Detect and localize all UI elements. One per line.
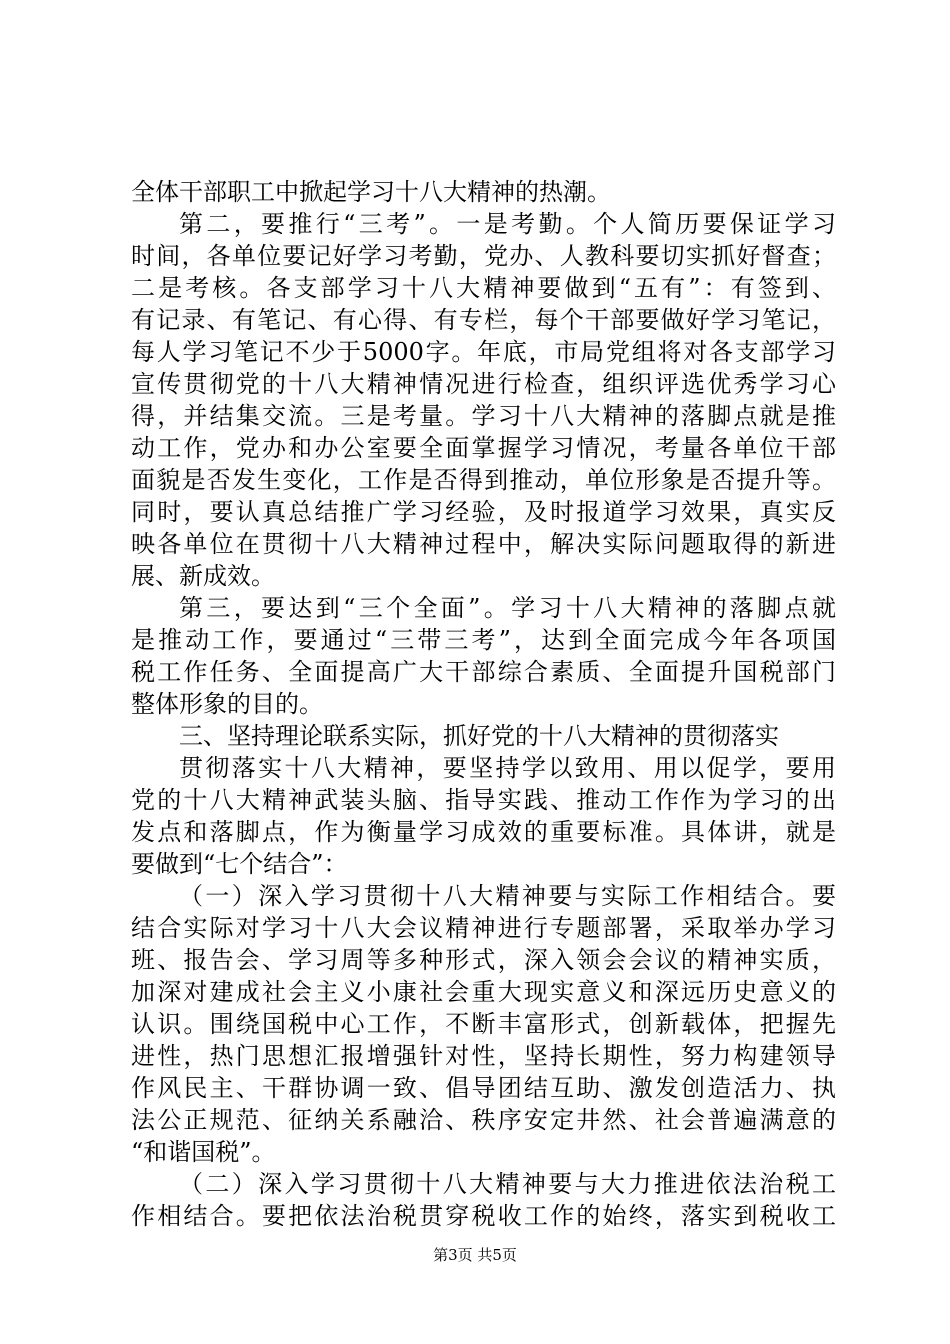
text-line: 同时，要认真总结推广学习经验，及时报道学习效果，真实反 [131, 498, 836, 526]
text-line: 第三，要达到“三个全面”。学习十八大精神的落脚点就 [179, 594, 836, 622]
text-line: 有记录、有笔记、有心得、有专栏，每个干部要做好学习笔记， [131, 306, 836, 334]
text-line: 税工作任务、全面提高广大干部综合素质、全面提升国税部门 [131, 658, 836, 686]
text-line: 宣传贯彻党的十八大精神情况进行检查，组织评选优秀学习心 [131, 370, 836, 398]
text-line: 面貌是否发生变化，工作是否得到推动，单位形象是否提升等。 [131, 466, 836, 494]
text-line: 贯彻落实十八大精神，要坚持学以致用、用以促学，要用 [179, 754, 836, 782]
text-line: “和谐国税”。 [131, 1138, 276, 1166]
text-line: 二是考核。各支部学习十八大精神要做到“五有”：有签到、 [131, 274, 836, 302]
text-line: 展、新成效。 [131, 562, 275, 590]
text-line: 作风民主、干群协调一致、倡导团结互助、激发创造活力、执 [131, 1074, 836, 1102]
text-line: 映各单位在贯彻十八大精神过程中，解决实际问题取得的新进 [131, 530, 836, 558]
text-line: 加深对建成社会主义小康社会重大现实意义和深远历史意义的 [131, 978, 836, 1006]
text-line: 每人学习笔记不少于5000字。年底，市局党组将对各支部学习 [131, 338, 836, 366]
text-line: 进性，热门思想汇报增强针对性，坚持长期性，努力构建领导 [131, 1042, 836, 1070]
text-line: 三、坚持理论联系实际，抓好党的十八大精神的贯彻落实 [179, 722, 779, 750]
text-line: 发点和落脚点，作为衡量学习成效的重要标准。具体讲，就是 [131, 818, 836, 846]
text-line: （二）深入学习贯彻十八大精神要与大力推进依法治税工 [179, 1170, 836, 1198]
text-line: 作相结合。要把依法治税贯穿税收工作的始终，落实到税收工 [131, 1202, 836, 1230]
text-line: 得，并结集交流。三是考量。学习十八大精神的落脚点就是推 [131, 402, 836, 430]
text-line: （一）深入学习贯彻十八大精神要与实际工作相结合。要 [179, 882, 836, 910]
text-line: 认识。围绕国税中心工作，不断丰富形式，创新载体，把握先 [131, 1010, 836, 1038]
text-line: 班、报告会、学习周等多种形式，深入领会会议的精神实质， [131, 946, 836, 974]
text-line: 时间，各单位要记好学习考勤，党办、人教科要切实抓好督查； [131, 242, 836, 270]
text-line: 整体形象的目的。 [131, 690, 323, 718]
text-line: 党的十八大精神武装头脑、指导实践、推动工作作为学习的出 [131, 786, 836, 814]
text-line: 是推动工作，要通过“三带三考”，达到全面完成今年各项国 [131, 626, 836, 654]
text-line: 第二，要推行“三考”。一是考勤。个人简历要保证学习 [179, 210, 836, 238]
document-body [131, 176, 836, 1232]
text-line: 要做到“七个结合”： [131, 850, 348, 878]
text-line: 全体干部职工中掀起学习十八大精神的热潮。 [131, 178, 611, 206]
page-footer: 第3页 共5页 [433, 1246, 517, 1264]
text-line: 动工作，党办和办公室要全面掌握学习情况，考量各单位干部 [131, 434, 836, 462]
text-line: 结合实际对学习十八大会议精神进行专题部署，采取举办学习 [131, 914, 836, 942]
text-line: 法公正规范、征纳关系融洽、秩序安定井然、社会普遍满意的 [131, 1106, 836, 1134]
